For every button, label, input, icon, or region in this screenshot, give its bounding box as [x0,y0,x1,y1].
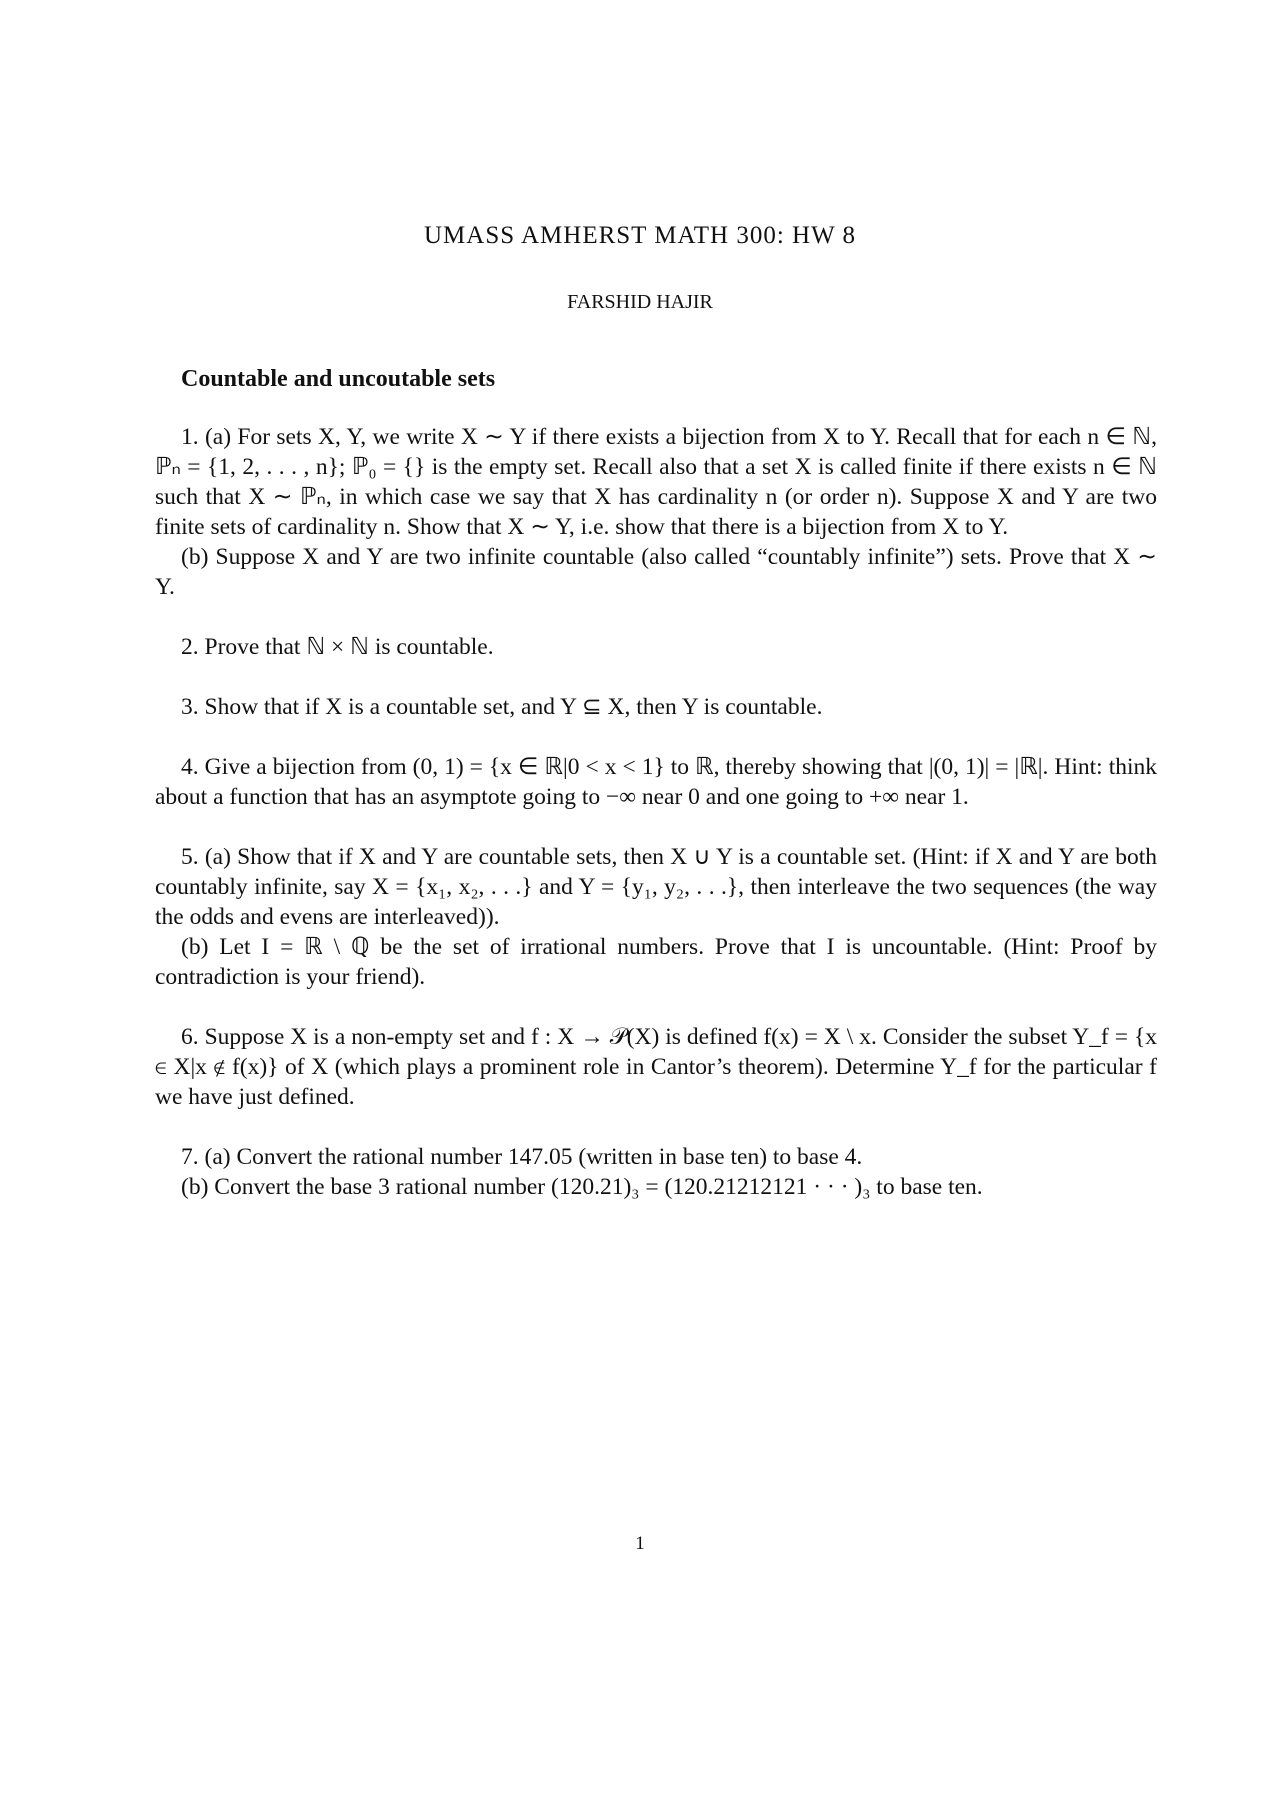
problem-5-part-a: 5. (a) Show that if X and Y are countable sets, then X ∪ Y is a countable set. (Hint: if X and Y are both countably infinite, say X = {x₁, x₂, . . .} and Y = {y₁, y₂, . . .}, then interleave the two sequences (the way the odds and evens are interleaved)). [155,844,1157,930]
problem-4-text: 4. Give a bijection from (0, 1) = {x ∈ ℝ|0 < x < 1} to ℝ, thereby showing that |(0, 1)| = |ℝ|. Hint: think about a function that has an asymptote going to −∞ near 0 and one going to +∞ near 1. [155,754,1157,810]
problem-7 [155,1142,1157,1202]
problem-6 [155,1022,1157,1112]
problem-1-part-b: (b) Suppose X and Y are two infinite countable (also called “countably infinite”) sets. Prove that X ∼ Y. [155,544,1157,600]
problem-1-part-a: 1. (a) For sets X, Y, we write X ∼ Y if there exists a bijection from X to Y. Recall that for each n ∈ ℕ, ℙₙ = {1, 2, . . . , n}; ℙ₀ = {} is the empty set. Recall also that a set X is called finite if there exists n ∈ ℕ such that X ∼ ℙₙ, in which case we say that X has cardinality n (or order n). Suppose X and Y are two finite sets of cardinality n. Show that X ∼ Y, i.e. show that there is a bijection from X to Y. [155,424,1157,540]
problem-1 [155,422,1157,602]
problem-2 [155,632,1157,662]
problem-2-text: 2. Prove that ℕ × ℕ is countable. [181,634,494,660]
problem-5 [155,842,1157,992]
section-heading: Countable and uncoutable sets [181,366,496,392]
document-title: UMASS AMHERST MATH 300: HW 8 [423,222,856,249]
page-number: 1 [635,1533,645,1554]
problem-7-part-b: (b) Convert the base 3 rational number (120.21)₃ = (120.21212121 · · · )₃ to base ten. [181,1174,983,1200]
problem-3-text: 3. Show that if X is a countable set, and Y ⊆ X, then Y is countable. [181,694,823,720]
problem-4 [155,752,1157,812]
problem-3 [155,692,1157,722]
problem-7-part-a: 7. (a) Convert the rational number 147.05 (written in base ten) to base 4. [181,1144,863,1170]
problem-list [155,422,1157,1232]
document-author: FARSHID HAJIR [567,291,713,313]
problem-5-part-b: (b) Let I = ℝ \ ℚ be the set of irrational numbers. Prove that I is uncountable. (Hint: Proof by contradiction is your friend). [155,934,1157,990]
problem-6-text: 6. Suppose X is a non-empty set and f : X → 𝒫(X) is defined f(x) = X \ x. Consider the subset Y_f = {x ∈ X|x ∉ f(x)} of X (which plays a prominent role in Cantor’s theorem). Determine Y_f for the particular f we have just defined. [155,1024,1157,1110]
